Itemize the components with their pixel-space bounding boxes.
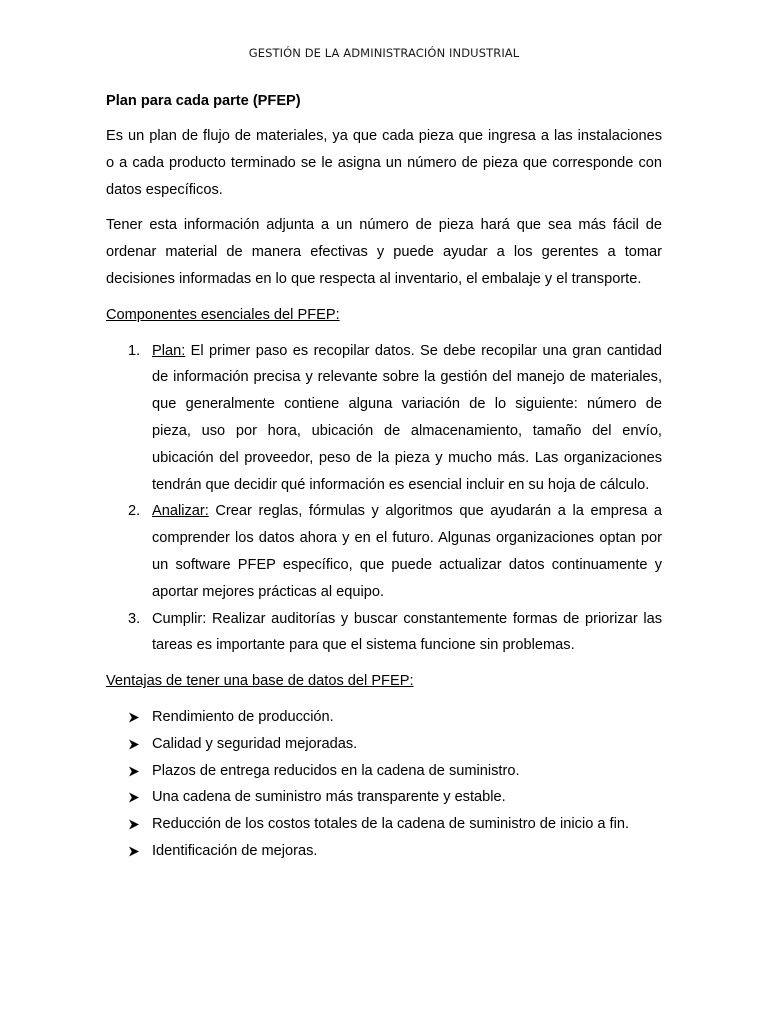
advantage-item — [106, 704, 662, 731]
component-line: tareas es importante para que el sistema funcione sin problemas. — [152, 637, 575, 654]
intro-paragraph — [106, 123, 662, 203]
component-term: Plan: — [152, 342, 186, 359]
component-item-analizar — [106, 498, 662, 605]
arrowhead-bullet-icon — [128, 739, 140, 750]
component-item-plan — [106, 338, 662, 499]
component-item-cumplir — [106, 606, 662, 660]
advantages-list — [106, 704, 662, 865]
advantages-heading: Ventajas de tener una base de datos del PFEP: — [106, 673, 414, 690]
component-line: tendrán que decidir qué información es esencial incluir en su hoja de cálculo. — [152, 476, 650, 493]
advantage-text: Identificación de mejoras. — [152, 842, 318, 859]
arrowhead-bullet-icon — [128, 792, 140, 803]
arrowhead-bullet-icon — [128, 819, 140, 830]
component-line: comprender los datos ahora y en el futuro. Algunas organizaciones optan por — [152, 530, 662, 547]
component-line: ubicación del proveedor, peso de la pieza y mucho más. Las organizaciones — [152, 449, 662, 466]
info-paragraph — [106, 212, 662, 292]
component-line: pieza, uso por hora, ubicación de almacenamiento, tamaño del envío, — [152, 422, 662, 439]
arrowhead-bullet-icon — [128, 712, 140, 723]
components-heading: Componentes esenciales del PFEP: — [106, 306, 340, 323]
arrowhead-bullet-icon — [128, 766, 140, 777]
arrowhead-bullet-icon — [128, 846, 140, 857]
intro-line: o a cada producto terminado se le asigna un número de pieza que corresponde con — [106, 154, 662, 171]
item-number: 1. — [128, 342, 141, 359]
advantage-text: Plazos de entrega reducidos en la cadena de suministro. — [152, 762, 520, 779]
component-line: que generalmente contiene alguna variación de lo siguiente: número de — [152, 396, 662, 413]
component-line: un software PFEP específico, que puede actualizar datos continuamente y — [152, 556, 662, 573]
running-header: GESTIÓN DE LA ADMINISTRACIÓN INDUSTRIAL — [248, 46, 520, 60]
intro-line: Es un plan de flujo de materiales, ya que cada pieza que ingresa a las instalaciones — [106, 128, 662, 144]
component-first-line — [152, 498, 662, 525]
component-line: aportar mejores prácticas al equipo. — [152, 583, 384, 600]
component-text: El primer paso es recopilar datos. Se debe recopilar una gran cantidad — [185, 342, 662, 359]
document-title: Plan para cada parte (PFEP) — [106, 93, 301, 109]
component-term: Analizar: — [152, 503, 209, 520]
component-first-line: Cumplir: Realizar auditorías y buscar constantemente formas de priorizar las — [152, 610, 662, 627]
info-line: ordenar material de manera efectivas y puede ayudar a los gerentes a tomar — [106, 244, 662, 261]
info-line: Tener esta información adjunta a un número de pieza hará que sea más fácil de — [106, 217, 662, 234]
item-number: 2. — [128, 503, 141, 520]
advantage-text: Calidad y seguridad mejoradas. — [152, 735, 358, 752]
info-line: decisiones informadas en lo que respecta al inventario, el embalaje y el transporte. — [106, 270, 642, 287]
advantage-item — [106, 838, 662, 865]
advantage-item — [106, 811, 662, 838]
component-first-line — [152, 338, 662, 365]
document-body — [106, 91, 662, 865]
item-number: 3. — [128, 610, 141, 627]
component-text: Crear reglas, fórmulas y algoritmos que ayudarán a la empresa a — [208, 503, 662, 520]
advantage-text: Rendimiento de producción. — [152, 708, 334, 725]
component-line: de información precisa y relevante sobre la gestión del manejo de materiales, — [152, 369, 662, 386]
advantage-text: Una cadena de suministro más transparente y estable. — [152, 789, 506, 806]
advantage-item — [106, 731, 662, 758]
advantage-item — [106, 758, 662, 785]
intro-line: datos específicos. — [106, 181, 223, 198]
components-list — [106, 338, 662, 660]
advantage-item — [106, 784, 662, 811]
advantage-text: Reducción de los costos totales de la cadena de suministro de inicio a fin. — [152, 816, 630, 833]
